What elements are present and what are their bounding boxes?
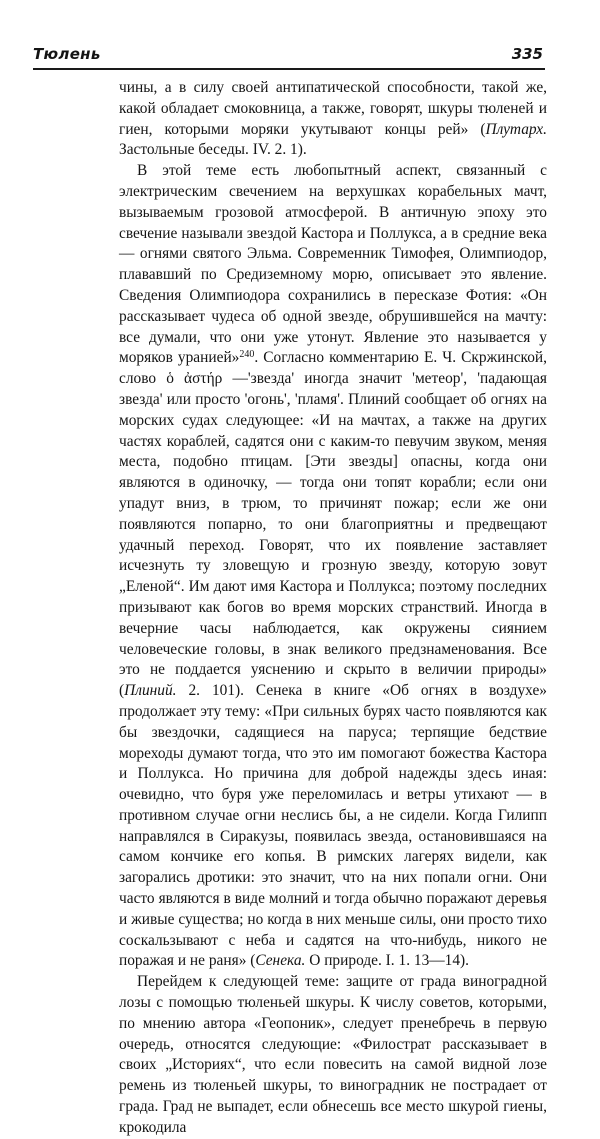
citation-source: Сенека. (255, 952, 306, 970)
text-run: Застольные беседы. IV. 2. 1). (119, 141, 307, 159)
text-run: . Согласно комментарию Е. Ч. Скржинской, слово ὁ ἀστήρ —'звезда' иногда значит 'метеор', 'падающая звезда' или просто 'огонь', 'пламя'. Плиний сообщает об огнях на морских судах следующее: «И на мачтах, а также на других частях кораблей, садятся они с каким-то певучим звуком, меняя места, подобно птицам. [Эти звезды] опасны, когда они являются в одиночку, — тогда они топят корабли; если они упадут вниз, в трюм, то причинят пожар; если же они появляются попарно, то они благоприятны и предвещают удачный переход. Говорят, что их появление заставляет исчезнуть ту зловещую и грозную звезду, которую зовут „Еленой“. Им дают имя Кастора и Поллукса; поэтому последних призывают как богов во время морских странствий. Иногда в вечерние часы наблюдается, как окружены сиянием человеческие головы, в знак великого предзнаменования. Все это не поддается уяснению и скрыто в величии природы» ( (119, 349, 547, 700)
text-run: В этой теме есть любопытный аспект, связанный с электрическим свечением на верхушках корабельных мачт, вызываемым грозовой атмосферой. В античную эпоху это свечение называли звездой Кастора и Поллукса, а в средние века — огнями святого Эльма. Современник Тимофея, Олимпиодор, плававший по Средиземному морю, описывает это явление. Сведения Олимпиодора сохранились в пересказе Фотия: «Он рассказывает чудеса об одной звезде, обрушившейся на мачту: все думали, что они уже утонут. Явление это называется у моряков уранией» (119, 162, 547, 367)
page-number: 335 (511, 45, 543, 63)
running-head-title: Тюлень (33, 45, 101, 63)
citation-source: Плутарх. (485, 120, 547, 138)
text-run: Перейдем к следующей теме: защите от града виноградной лозы с помощью тюленьей шкуры. К числу советов, которыми, по мнению автора «Геопоник», следует пренебречь в первую очередь, относятся следующие: «Филострат рассказывает в своих „Историях“, что если повесить на самой видной лозе ремень из тюленьей шкуры, то виноградник не пострадает от града. Град не выпадет, если обнесешь все место шкурой гиены, крокодила (119, 973, 547, 1136)
text-run: О природе. I. 1. 13—14). (305, 952, 470, 970)
paragraph (119, 972, 547, 1138)
footnote-ref: 240 (239, 349, 255, 361)
running-head (33, 44, 545, 70)
text-run: 2. 101). Сенека в книге «Об огнях в воздухе» продолжает эту тему: «При сильных бурях часто появляются как бы звездочки, садящиеся на паруса; терпящие бедствие мореходы думают тогда, что это им помогают божества Кастора и Поллукса. Но причина для доброй надежды здесь иная: очевидно, что буря уже переломилась и ветры утихают — в противном случае огни неслись бы, а не сидели. Когда Гилипп направлялся в Сиракузы, появилась звезда, остановившаяся на самом кончике его копья. В римских лагерях видели, как загорались дротики: это значит, что на них попали огни. Они часто являются в виде молний и тогда обычно поражают деревья и живые существа; но когда в них меньше силы, они просто тихо соскальзывают с неба и садятся на что-нибудь, никого не поражая и не раня» ( (119, 682, 547, 970)
text-run: чины, а в силу своей антипатической способности, такой же, какой обладает смоковница, а также, говорят, шкуры тюленей и гиен, которыми моряки укутывают концы рей» ( (119, 79, 547, 138)
citation-source: Плиний. (124, 682, 177, 700)
paragraph (119, 78, 547, 161)
paragraph (119, 161, 547, 972)
body-text (119, 78, 547, 1139)
header-rule (33, 68, 545, 70)
